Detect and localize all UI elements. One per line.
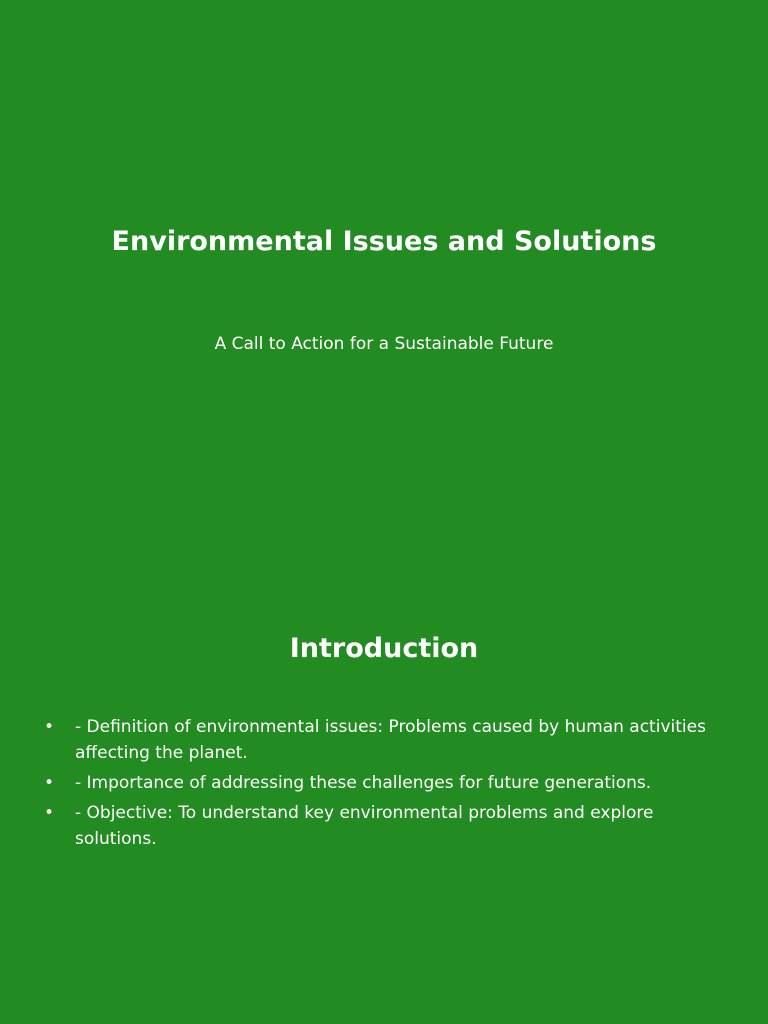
bullet-text: - Objective: To understand key environmental problems and explore solutions. — [75, 803, 654, 849]
bullet-text: - Definition of environmental issues: Problems caused by human activities affecting the planet. — [75, 717, 706, 763]
bullet-icon: • — [44, 717, 55, 737]
bullet-icon: • — [44, 773, 55, 793]
introduction-slide — [0, 512, 768, 1024]
bullet-icon: • — [44, 803, 55, 823]
bullet-list — [40, 714, 730, 856]
bullet-item — [40, 714, 730, 766]
bullet-item — [40, 770, 730, 796]
bullet-item — [40, 800, 730, 852]
bullet-text: - Importance of addressing these challenges for future generations. — [75, 773, 652, 793]
slide-subtitle: A Call to Action for a Sustainable Future — [214, 334, 554, 354]
section-title: Introduction — [289, 633, 479, 664]
slide-title: Environmental Issues and Solutions — [111, 226, 657, 257]
